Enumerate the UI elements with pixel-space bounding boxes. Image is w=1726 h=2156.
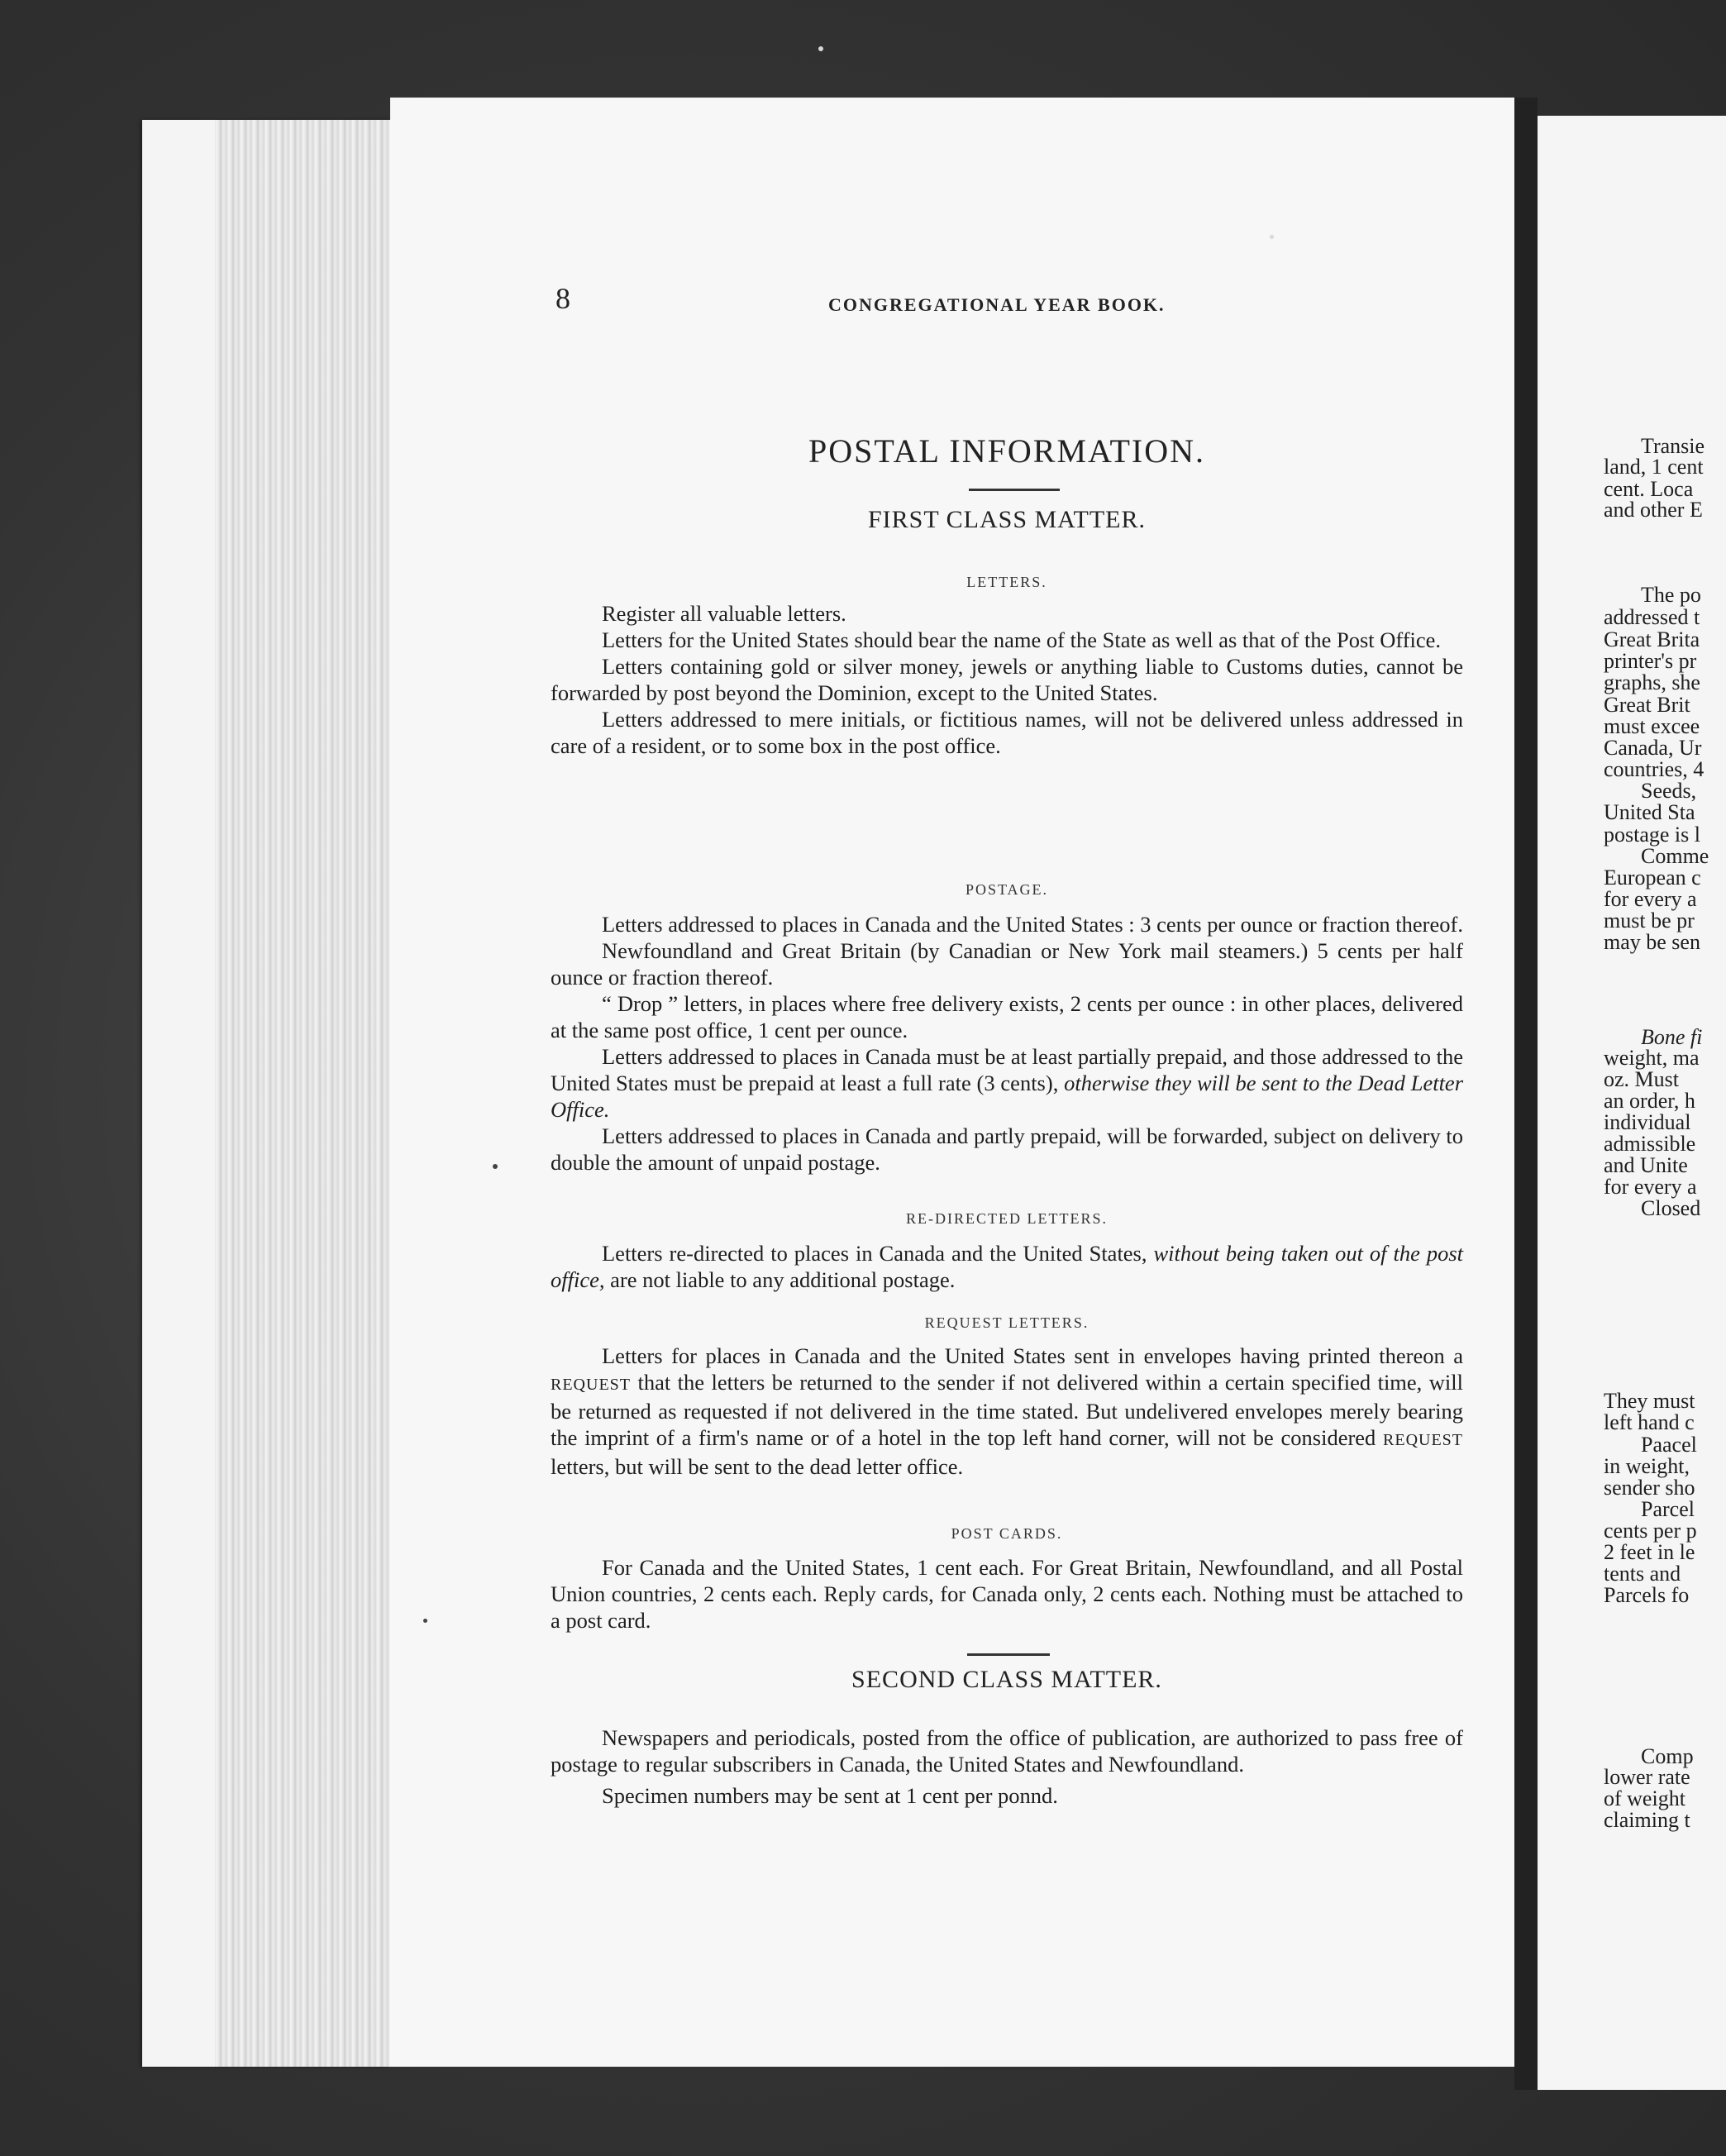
request-text-end: letters, but will be sent to the dead letter office. bbox=[551, 1454, 964, 1479]
facing-page-line: claiming t bbox=[1604, 1808, 1690, 1832]
facing-page-line: and Unite bbox=[1604, 1153, 1688, 1177]
facing-page-line: addressed t bbox=[1604, 605, 1700, 629]
page-title: POSTAL INFORMATION. bbox=[808, 432, 1205, 470]
facing-page-line: European c bbox=[1604, 866, 1701, 890]
facing-page-line: left hand c bbox=[1604, 1410, 1695, 1434]
facing-page-line: Parcel bbox=[1641, 1497, 1695, 1521]
title-rule bbox=[969, 489, 1060, 491]
request-smallcaps: REQUEST bbox=[551, 1376, 631, 1394]
facing-page-line: graphs, she bbox=[1604, 670, 1700, 694]
facing-page-line: Great Brita bbox=[1604, 627, 1700, 651]
request-smallcaps: REQUEST bbox=[1383, 1431, 1464, 1449]
request-heading: REQUEST LETTERS. bbox=[924, 1314, 1089, 1331]
postage-section bbox=[551, 911, 1463, 1176]
post-cards-heading: POST CARDS. bbox=[951, 1525, 1063, 1542]
redirected-italic: without being taken out of the post office, bbox=[551, 1241, 1463, 1292]
section-rule bbox=[967, 1653, 1050, 1656]
facing-page-line: cent. Loca bbox=[1604, 477, 1694, 501]
running-head: CONGREGATIONAL YEAR BOOK. bbox=[828, 294, 1166, 315]
facing-page-line: and other E bbox=[1604, 498, 1703, 522]
facing-page-line: Bone fi bbox=[1641, 1025, 1703, 1049]
postage-paragraph: “ Drop ” letters, in places where free delivery exists, 2 cents per ounce : in other places, delivered at the same post office, 1 cent per ounce. bbox=[551, 991, 1463, 1042]
facing-page-line: Canada, Ur bbox=[1604, 736, 1702, 760]
redirected-text: Letters re-directed to places in Canada and the United States, bbox=[602, 1241, 1147, 1266]
second-class-paragraph: Specimen numbers may be sent at 1 cent per ponnd. bbox=[602, 1783, 1058, 1808]
page-number: 8 bbox=[555, 282, 570, 315]
redirected-heading: RE-DIRECTED LETTERS. bbox=[906, 1210, 1108, 1227]
facing-page-line: of weight bbox=[1604, 1786, 1685, 1810]
book-gutter bbox=[1514, 98, 1538, 2090]
facing-page-line: tents and bbox=[1604, 1562, 1681, 1586]
facing-page-line: postage is l bbox=[1604, 823, 1700, 847]
dust-speck bbox=[493, 1164, 498, 1169]
facing-page-line: printer's pr bbox=[1604, 649, 1697, 673]
redirected-text-end: are not liable to any additional postage. bbox=[610, 1267, 956, 1292]
facing-page-line: for every a bbox=[1604, 887, 1697, 911]
facing-page-line: Comme bbox=[1641, 844, 1709, 868]
facing-page-line: Paacel bbox=[1641, 1433, 1697, 1457]
facing-page-line: Comp bbox=[1641, 1744, 1694, 1768]
facing-page-line: admissible bbox=[1604, 1132, 1696, 1156]
second-class-paragraph: Newspapers and periodicals, posted from the office of publication, are authorized to pass free of postage to regular subscribers in Canada, the United States and Newfoundland. bbox=[551, 1725, 1463, 1777]
facing-page-line: for every a bbox=[1604, 1175, 1697, 1199]
facing-page-line: Closed bbox=[1641, 1196, 1701, 1220]
dust-speck bbox=[818, 46, 823, 51]
letters-paragraph: Letters addressed to mere initials, or fictitious names, will not be delivered unless addressed in care of a resident, or to some box in the post office. bbox=[551, 707, 1463, 758]
facing-page-line: They must bbox=[1604, 1389, 1695, 1413]
letters-heading: LETTERS. bbox=[966, 574, 1047, 590]
dust-speck bbox=[1270, 235, 1274, 239]
letters-section bbox=[551, 600, 1463, 759]
facing-page-line: United Sta bbox=[1604, 800, 1695, 824]
postage-paragraph bbox=[551, 1043, 1463, 1123]
letters-paragraph: Register all valuable letters. bbox=[602, 601, 846, 626]
facing-page-line: in weight, bbox=[1604, 1454, 1690, 1478]
facing-page-line: land, 1 cent bbox=[1604, 455, 1704, 479]
postage-paragraph: Newfoundland and Great Britain (by Canadian or New York mail steamers.) 5 cents per half ounce or fraction thereof. bbox=[551, 938, 1463, 990]
request-paragraph bbox=[551, 1343, 1463, 1480]
second-class-heading: SECOND CLASS MATTER. bbox=[851, 1666, 1162, 1693]
facing-page-line: may be sen bbox=[1604, 930, 1700, 954]
first-class-heading: FIRST CLASS MATTER. bbox=[867, 506, 1147, 533]
facing-page-line: The po bbox=[1641, 583, 1701, 607]
postage-paragraph: Letters addressed to places in Canada and partly prepaid, will be forwarded, subject on delivery to double the amount of unpaid postage. bbox=[551, 1123, 1463, 1175]
facing-page-line: sender sho bbox=[1604, 1476, 1695, 1500]
facing-page-line: cents per p bbox=[1604, 1519, 1697, 1543]
facing-page-line: countries, 4 bbox=[1604, 757, 1705, 781]
facing-page-line: individual bbox=[1604, 1110, 1691, 1134]
book-cover-edge bbox=[142, 120, 215, 2067]
facing-page-line: Transie bbox=[1641, 434, 1705, 458]
facing-page-line: lower rate bbox=[1604, 1765, 1690, 1789]
facing-page-line: oz. Must bbox=[1604, 1067, 1679, 1091]
facing-page-line: 2 feet in le bbox=[1604, 1540, 1695, 1564]
postage-heading: POSTAGE. bbox=[965, 881, 1049, 898]
letters-paragraph: Letters containing gold or silver money, jewels or anything liable to Customs duties, cannot be forwarded by post beyond the Dominion, except to the United States. bbox=[551, 654, 1463, 705]
request-section bbox=[551, 1343, 1463, 1480]
postage-italic-text: otherwise they will be sent to the Dead Letter Office. bbox=[551, 1071, 1464, 1122]
facing-page-line: must be pr bbox=[1604, 909, 1695, 933]
dust-speck bbox=[423, 1619, 427, 1623]
facing-page-line: Great Brit bbox=[1604, 693, 1690, 717]
facing-page-line: must excee bbox=[1604, 714, 1700, 738]
redirected-paragraph bbox=[551, 1240, 1463, 1293]
post-cards-paragraph: For Canada and the United States, 1 cent each. For Great Britain, Newfoundland, and all Postal Union countries, 2 cents each. Reply cards, for Canada only, 2 cents each. Nothing must be attached to a post card. bbox=[551, 1555, 1463, 1633]
facing-page-line: an order, h bbox=[1604, 1089, 1695, 1113]
facing-page-line: weight, ma bbox=[1604, 1046, 1700, 1070]
request-text: Letters for places in Canada and the United States sent in envelopes having printed thereon a bbox=[602, 1343, 1463, 1368]
postage-paragraph: Letters addressed to places in Canada and the United States : 3 cents per ounce or fraction thereof. bbox=[602, 912, 1463, 937]
facing-page-line: Seeds, bbox=[1641, 779, 1697, 803]
post-cards-section bbox=[551, 1554, 1463, 1634]
facing-page-line: Parcels fo bbox=[1604, 1583, 1690, 1607]
letters-paragraph: Letters for the United States should bear the name of the State as well as that of the Post Office. bbox=[602, 627, 1442, 652]
postage-text: Letters addressed to places in Canada must be at least partially prepaid, and those addressed to the United States must be prepaid at least a full rate (3 cents), bbox=[551, 1044, 1463, 1095]
second-class-section bbox=[551, 1724, 1463, 1809]
redirected-section bbox=[551, 1240, 1463, 1293]
request-text-middle: that the letters be returned to the sender if not delivered within a certain specified time, will be returned as requested if not delivered in the time stated. But undelivered envelopes merely bearing the imprint of a firm's name or of a hotel in the top left hand corner, will not be considered bbox=[551, 1370, 1463, 1450]
